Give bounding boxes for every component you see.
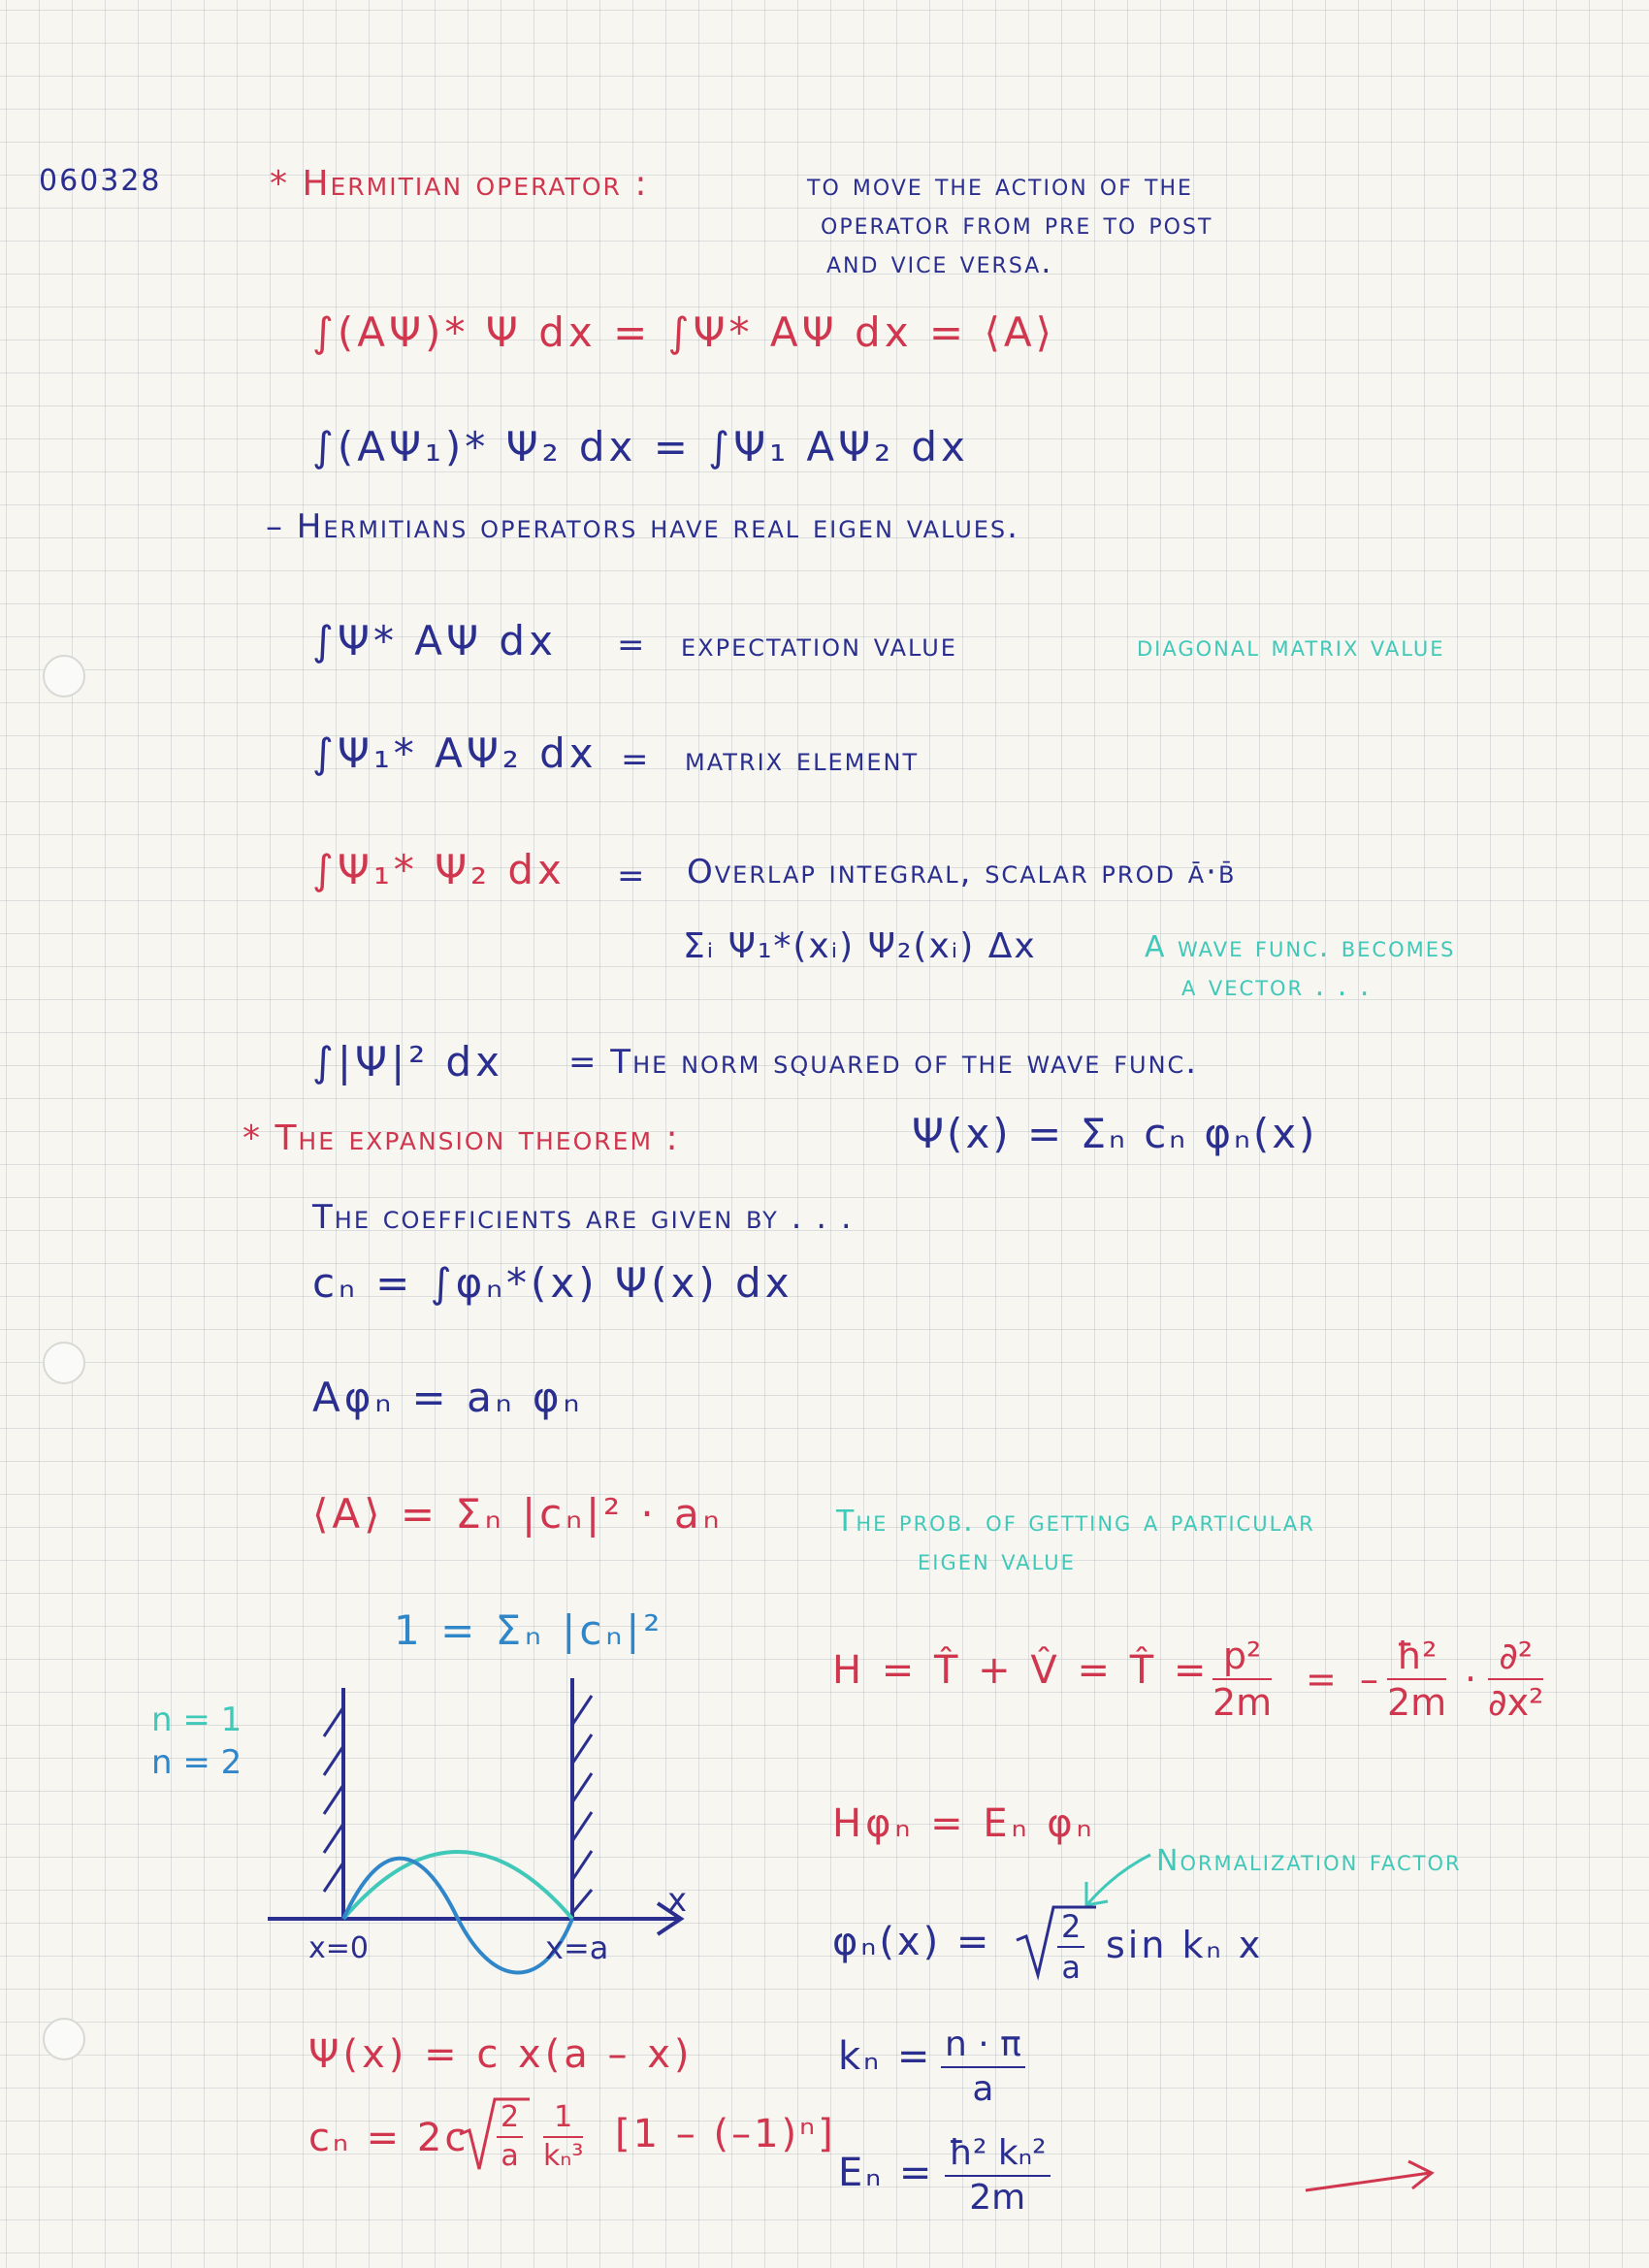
expectation-value-label: expectation value xyxy=(681,626,957,664)
sqrt-numerator: 2 xyxy=(1057,1911,1084,1948)
norm-integral: ∫|Ψ|² dx xyxy=(312,1038,503,1085)
overlap-equals: = xyxy=(617,857,645,895)
sine-term: sin kₙ x xyxy=(1106,1924,1264,1966)
x-a-label: x=a xyxy=(545,1929,609,1966)
wave-vector-note-line-2: a vector . . . xyxy=(1181,969,1372,1003)
coefficients-text: The coefficients are given by . . . xyxy=(312,1198,854,1237)
norm-squared-label: = The norm squared of the wave func. xyxy=(568,1043,1199,1082)
x-zero-label: x=0 xyxy=(308,1931,369,1965)
example-k-numerator: 1 xyxy=(543,2103,583,2138)
expectation-integral: ∫Ψ* AΨ dx xyxy=(312,617,557,664)
example-coefficient-lhs: cₙ = 2c xyxy=(308,2116,469,2160)
wavenumber-fraction xyxy=(941,2027,1025,2107)
matrix-element-equals: = xyxy=(621,740,649,779)
expectation-equals: = xyxy=(617,626,645,664)
punch-hole xyxy=(43,1342,85,1384)
sqrt-denominator: a xyxy=(1061,1949,1081,1986)
energy-denominator: 2m xyxy=(969,2178,1026,2218)
example-sqrt-denominator: a xyxy=(501,2139,519,2173)
normalization-sum: 1 = Σₙ |cₙ|² xyxy=(394,1606,664,1654)
punch-hole xyxy=(43,655,85,697)
example-sqrt-fraction xyxy=(497,2100,523,2173)
punch-hole xyxy=(43,2018,85,2060)
expansion-formula: Ψ(x) = Σₙ cₙ φₙ(x) xyxy=(912,1110,1318,1157)
discrete-sum-expression: Σᵢ Ψ₁*(xᵢ) Ψ₂(xᵢ) Δx xyxy=(683,926,1037,966)
hermitian-note-line-2: operator from pre to post xyxy=(821,205,1213,242)
wavenumber-numerator: n · π xyxy=(941,2027,1025,2068)
derivative-denominator: ∂x² xyxy=(1488,1681,1544,1724)
energy-fraction xyxy=(945,2133,1051,2218)
overlap-integral-label: Overlap integral, scalar prod ā·b̄ xyxy=(687,853,1237,891)
normalization-factor-note: Normalization factor xyxy=(1156,1844,1462,1878)
hbar-fraction xyxy=(1387,1635,1447,1724)
expectation-sum: ⟨A⟩ = Σₙ |cₙ|² · aₙ xyxy=(312,1490,724,1538)
hermitian-note-line-1: to move the action of the xyxy=(807,166,1193,203)
example-k-denominator: kₙ³ xyxy=(543,2139,584,2173)
hamiltonian-dot: · xyxy=(1465,1658,1477,1701)
energy-numerator: ħ² kₙ² xyxy=(945,2136,1051,2177)
date-label: 060328 xyxy=(39,164,162,198)
diagonal-matrix-note: diagonal matrix value xyxy=(1137,630,1445,664)
hermitian-definition-equation: ∫(AΨ)* Ψ dx = ∫Ψ* AΨ dx = ⟨A⟩ xyxy=(312,308,1055,356)
kinetic-fraction xyxy=(1212,1635,1273,1724)
probability-note-line-1: The prob. of getting a particular xyxy=(836,1505,1315,1539)
second-derivative-fraction xyxy=(1488,1635,1544,1724)
example-bracket-term: [1 – (–1)ⁿ] xyxy=(615,2112,836,2156)
matrix-element-integral: ∫Ψ₁* AΨ₂ dx xyxy=(312,729,598,777)
example-sqrt-numerator: 2 xyxy=(497,2103,523,2138)
wavenumber-denominator: a xyxy=(972,2069,994,2109)
hermitian-note-line-3: and vice versa. xyxy=(826,243,1053,280)
hamiltonian-eigen-equation: Hφₙ = Eₙ φₙ xyxy=(832,1801,1096,1846)
eigenfunction-lhs: φₙ(x) = xyxy=(832,1920,992,1964)
kinetic-denominator: 2m xyxy=(1212,1681,1273,1724)
example-k-fraction xyxy=(543,2100,584,2173)
coefficient-integral: cₙ = ∫φₙ*(x) Ψ(x) dx xyxy=(312,1259,793,1307)
eigenvalue-equation: Aφₙ = aₙ φₙ xyxy=(312,1374,584,1421)
x-axis-label: x xyxy=(667,1881,688,1920)
wavenumber-lhs: kₙ = xyxy=(838,2034,933,2079)
legend-n1: n = 1 xyxy=(151,1701,242,1739)
energy-lhs: Eₙ = xyxy=(838,2151,935,2195)
expansion-theorem-title: * The expansion theorem : xyxy=(242,1118,680,1158)
hermitian-two-function-equation: ∫(AΨ₁)* Ψ₂ dx = ∫Ψ₁ AΨ₂ dx xyxy=(312,423,969,470)
sqrt-fraction xyxy=(1057,1908,1084,1986)
overlap-integral: ∫Ψ₁* Ψ₂ dx xyxy=(312,846,566,893)
trial-wavefunction: Ψ(x) = c x(a – x) xyxy=(308,2032,694,2077)
real-eigenvalues-statement: – Hermitians operators have real eigen values. xyxy=(266,507,1019,546)
kinetic-numerator: p² xyxy=(1212,1637,1272,1680)
legend-n2: n = 2 xyxy=(151,1743,242,1782)
derivative-numerator: ∂² xyxy=(1488,1637,1543,1680)
hamiltonian-lhs: H = T̂ + V̂ = T̂ = xyxy=(832,1648,1211,1693)
hermitian-title: * Hermitian operator : xyxy=(270,164,649,204)
hamiltonian-equals-minus: = – xyxy=(1306,1658,1384,1701)
hbar-numerator: ħ² xyxy=(1387,1637,1446,1680)
probability-note-line-2: eigen value xyxy=(918,1543,1076,1577)
wave-vector-note-line-1: A wave func. becomes xyxy=(1145,930,1456,964)
matrix-element-label: matrix element xyxy=(685,740,920,779)
hbar-denominator: 2m xyxy=(1387,1681,1447,1724)
